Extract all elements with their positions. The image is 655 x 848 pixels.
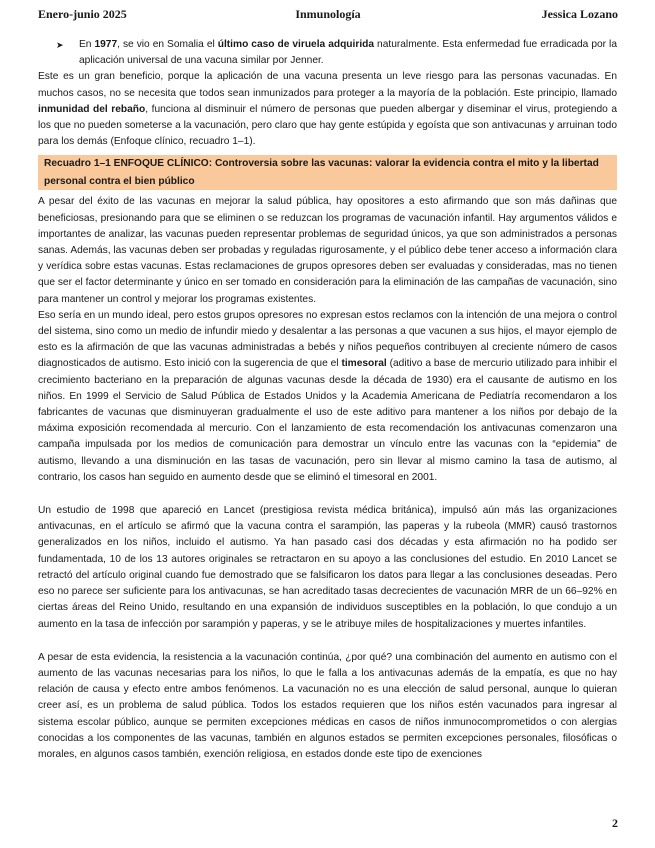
- paragraph-text: (aditivo a base de mercurio utilizado para inhibir el crecimiento bacteriano en la preparación de algunas vacunas desde la década de 1930) era el causante de autismo en los niños. En 1999 el Servicio de Salud Pública de Estados Unidos y la Academia Americana de Pediatría recomendaron a los fabricantes de vacunas que disminuyeran gradualmente el uso de este aditivo para mantener a los niños por debajo de la máxima exposición recomendada al mercurio. Con el lanzamiento de esta recomendación los antivacunas comenzaron una campaña impulsada por los medios de comunicación para demostrar un vínculo entre las vacunas con la “epidemia” de autismo, llevando a una disminución en las tasas de vacunación, pero sin llevar al mismo camino la tasa de autismo, al contrario, los casos han seguido en aumento desde que se eliminó el timesoral en 2001.: [38, 358, 618, 483]
- bullet-emphasis: último caso de viruela adquirida: [217, 39, 375, 50]
- term-herd-immunity: inmunidad del rebaño: [38, 103, 146, 115]
- page-number: 2: [612, 816, 618, 830]
- bullet-year: 1977: [94, 39, 118, 50]
- paragraph-lancet-study: Un estudio de 1998 que apareció en Lancet (prestigiosa revista médica británica), impulsó aún más las organizaciones antivacunas, en el artículo se afirmó que la vacuna contra el sarampión, las paperas y la rubeola (MMR) causó trastornos generalizados en los niños, incluido el autismo. Ya han pasado casi dos décadas y esta afirmación no ha podido ser fundamentada, 10 de los 13 autores originales se retractaron en su apoyo a las conclusiones del estudio. En 2010 Lancet se retractó del artículo original cuando fue demostrado que se falsificaron los datos para llegar a las conclusiones deseadas. Pero eso no parece ser suficiente para los antivacunas, se han acreditado tasas decrecientes de vacunación MRR de un 66–92% en ciertas áreas del Reino Unido, resultando en una expansión de individuos susceptibles en la población, lo que condujo a un aumento en la tasa de infección por sarampión y paperas, y se le atribuye miles de hospitalizaciones y muertes infantiles.: [38, 505, 617, 630]
- bullet-smallpox: [38, 37, 617, 69]
- bullet-text: naturalmente. Esta enfermedad fue erradicada por la aplicación universal de una vacuna similar por Jenner.: [79, 39, 617, 67]
- header-author: Jessica Lozano: [541, 7, 618, 21]
- bullet-text: , se vio en Somalia el: [117, 39, 218, 50]
- paragraph-opponents: A pesar del éxito de las vacunas en mejorar la salud pública, hay opositores a esto afirmando que son más dañinas que beneficiosas, presionando para que se eliminen o se reduzcan los programas de vacunación infantil. Hay argumentos válidos e importantes de analizar, las vacunas pueden representar problemas de seguridad únicos, ya que son administrados a personas sanas. Además, las vacunas deben ser probadas y reguladas rigurosamente, y el público debe tener acceso a información clara y verídica sobre estas vacunas. Estas reclamaciones de grupos opresores deben ser evaluadas y consideradas, mas no tienen que ser el factor determinante y único en ser tomado en consideración para la eliminación de las campañas de vacunación, sino para mantener un control y mejorar los programas existentes.: [38, 196, 617, 305]
- paragraph-text: Eso sería en un mundo ideal, pero estos grupos opresores no expresan estos reclamos con la intención de una mejora o control del sistema, sino como un medio de infundir miedo y desalentar a las personas a que vacunen a sus hijos, el mayor ejemplo de esto es la afirmación de que las vacunas administradas a bebés y niños pequeños contribuyen al creciente número de casos diagnosticados de autismo. Esto inició con la sugerencia de que el: [38, 309, 617, 370]
- document-body: [38, 37, 617, 763]
- header-subject: Inmunología: [295, 7, 361, 21]
- paragraph-resistance: A pesar de esta evidencia, la resistencia a la vacunación continúa, ¿por qué? una combinación del aumento en autismo con el aumento de las vacunas necesarias para los niños, lo que le falla a los antivacunas además de la empatía, es que no hay relación de causa y efecto entre ambos fenómenos. La vacunación no es una elección de salud personal, aunque lo quieran creer así, es un problema de salud pública. Todos los estados requieren que los niños estén vacunados para ingresar al sistema escolar público, aunque se permiten excepciones médicas en casos de niños inmunocomprometidos o con alergias conocidas a los componentes de las vacunas, también en algunos estados se permiten excepciones personales, filosóficas o morales, en algunos casos también, exención religiosa, en estados donde este tipo de exenciones: [38, 651, 617, 760]
- bullet-arrow-icon: ➤: [56, 40, 64, 50]
- header-date-range: Enero-junio 2025: [38, 7, 127, 21]
- page-header: [38, 7, 618, 23]
- term-thimerosal: timesoral: [341, 358, 387, 370]
- bullet-text: En: [79, 39, 95, 50]
- paragraph-text: Este es un gran beneficio, porque la aplicación de una vacuna presenta un leve riesgo para las personas vacunadas. En muchos casos, no se necesita que todos sean inmunizados para proteger a la mayoría de la población. Este principio, llamado: [38, 71, 617, 99]
- paragraph-thimerosal: [38, 308, 617, 486]
- callout-box-title: Recuadro 1–1 ENFOQUE CLÍNICO: Controversia sobre las vacunas: valorar la evidencia contra el mito y la libertad personal contra el bien público: [38, 155, 617, 190]
- paragraph-herd-immunity: [38, 69, 617, 150]
- paragraph-text: , funciona al disminuir el número de personas que pueden albergar y diseminar el virus, protegiendo a los que no pueden someterse a la vacunación, pero claro que hay gente estúpida y egoísta que son antivacunas y arruinan todo para los demás (Enfoque clínico, recuadro 1–1).: [38, 103, 617, 148]
